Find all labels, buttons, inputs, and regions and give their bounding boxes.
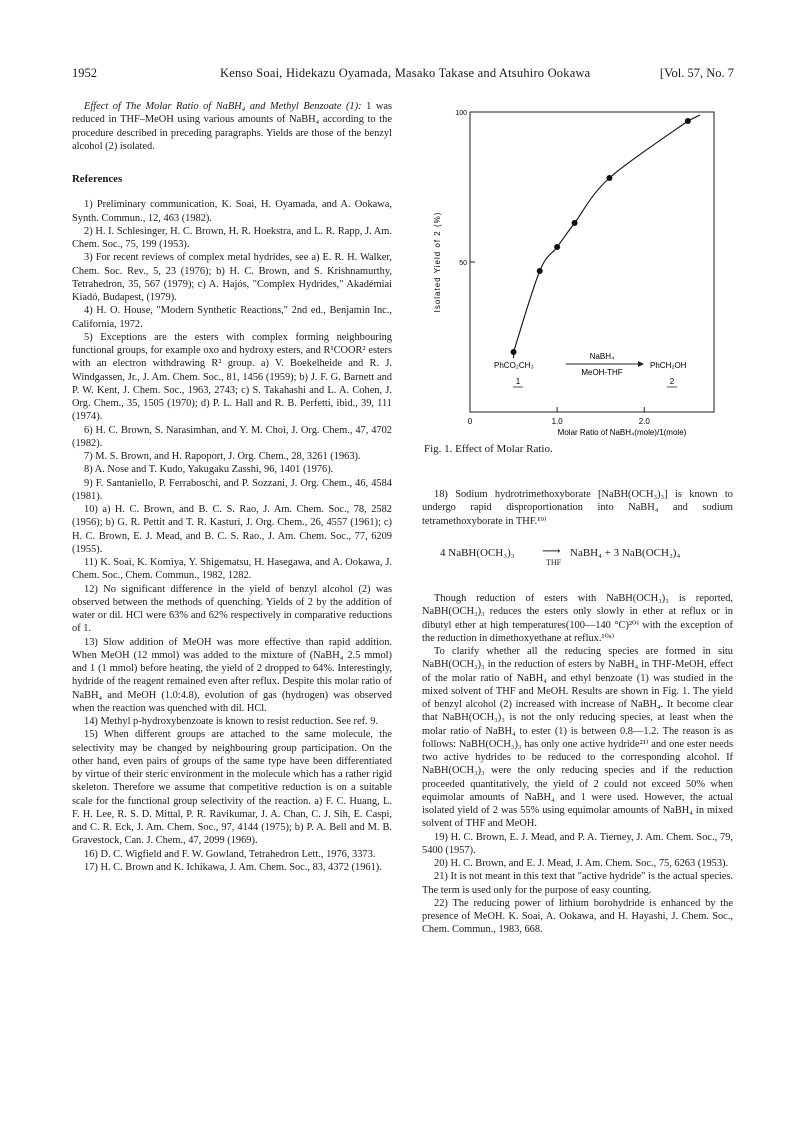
left-column [72, 100, 392, 874]
data-point [572, 220, 578, 226]
data-point [554, 244, 560, 250]
reference-item: 10) a) H. C. Brown, and B. C. S. Rao, J. Am. Chem. Soc., 78, 2582 (1956); b) G. R. Pettit and T. R. Kasturi, J. Org. Chem., 26, 4557 (1961); c) H. C. Brown, E. J. Mead, and B. C. S. Rao., J. Am. Chem. Soc., 77, 6209 (1955). [72, 504, 392, 555]
reference-item: 20) H. C. Brown, and E. J. Mead, J. Am. Chem. Soc., 75, 6263 (1953). [434, 858, 729, 869]
intro-body: 1 was reduced in THF–MeOH using various amounts of NaBH₄ according to the procedure described in preceding paragraphs. Yields are those of the benzyl alcohol (2) isolated. [72, 101, 392, 152]
x-tick-label: 1.0 [551, 417, 563, 426]
reference-item: 1) Preliminary communication, K. Soai, H. Oyamada, and A. Ookawa, Synth. Commun., 12, 463 (1982). [72, 199, 392, 224]
reference-item: 8) A. Nose and T. Kudo, Yakugaku Zasshi, 96, 1401 (1976). [84, 464, 334, 476]
data-point [606, 175, 612, 181]
data-point [685, 118, 691, 124]
scheme-product-label: 2 [669, 377, 675, 386]
intro-paragraph [72, 100, 392, 153]
disproportionation-equation [440, 545, 720, 571]
reference-item: 21) It is not meant in this text that "active hydride" is the actual species. The term is used only for the purpose of easy counting. [422, 871, 733, 896]
y-tick-label: 100 [455, 110, 467, 117]
scheme-solvent: MeOH-THF [581, 368, 623, 377]
body-paragraph: To clarify whether all the reducing species are formed in situ NaBH(OCH₃)₃ in the reduction of esters by NaBH₄ in THF-MeOH, effect of the molar ratio of NaBH₄ and ethyl benzoate (1) was studied in the mixed solvent of THF and MeOH. Results are shown in Fig. 1. The yield of benzyl alcohol (2) increased with increase of NaBH₄. It become clear that NaBH(OCH₃)₃ is not the only reducing species, at least when the molar ratio of NaBH₄ to ester (1) is between 0.8—1.2. The reason is as follows: NaBH(OCH₃)₃ has only one active hydride²¹⁾ and one ester needs two active hydrides to be reduced to the corresponding alcohol. If NaBH(OCH₃)₃ were the only reducing species and if the reduction proceeded quantitatively, the yield of 2 could not exceed 50% when equimolar amounts of NaBH₄ and 1 were used. However, the actual isolated yield of 2 was 55% using equimolar amounts of NaBH₄ in mixed solvent of THF and MeOH. [422, 646, 733, 830]
reference-item: 2) H. I. Schlesinger, H. C. Brown, H. R. Hoekstra, and L. R. Rapp, J. Am. Chem. Soc., 75, 199 (1953). [72, 225, 392, 250]
reference-item: 9) F. Santaniello, P. Ferraboschi, and P. Sozzani, J. Org. Chem., 46, 4584 (1981). [72, 477, 392, 502]
reference-item: 3) For recent reviews of complex metal hydrides, see a) E. R. H. Walker, Chem. Soc. Rev., 5, 23 (1976); b) H. C. Brown, and S. Krishnamurthy, Tetrahedron, 35, 567 (1979); c) A. Hajós, "Complex Hydrides," Akadémiai Kiadó, Budapest, (1979). [72, 252, 392, 303]
data-point [511, 349, 517, 355]
equation-condition: THF [546, 558, 562, 567]
reaction-scheme [494, 352, 687, 387]
x-tick-label: 0 [467, 417, 473, 426]
y-axis-label: Isolated Yield of 2 (%) [433, 211, 442, 313]
reference-item: 7) M. S. Brown, and H. Rapoport, J. Org. Chem., 28, 3261 (1963). [84, 451, 361, 462]
scheme-arrowhead [638, 361, 644, 367]
volume-info: [Vol. 57, No. 7 [659, 66, 734, 80]
fit-curve [514, 115, 700, 358]
body-paragraph: Though reduction of esters with NaBH(OCH₃)₃ is reported, NaBH(OCH₃)₃ reduces the esters only slowly in ether at reflux or in dibutyl ether at high temperatures(100—140 °C)²⁰⁾ with the exception of the reduction in dimethoxyethane at reflux.¹⁰ᵃ⁾ [422, 593, 733, 644]
scheme-product: PhCH₂OH [650, 361, 687, 370]
running-authors: Kenso Soai, Hidekazu Oyamada, Masako Takase and Atsuhiro Ookawa [220, 66, 591, 80]
scheme-reactant: PhCO₂CH₃ [494, 361, 534, 370]
equation-arrow: ⟶ [542, 543, 561, 558]
x-tick-label: 2.0 [638, 417, 650, 426]
reference-item: 19) H. C. Brown, E. J. Mead, and P. A. Tierney, J. Am. Chem. Soc., 79, 5400 (1957). [422, 831, 733, 856]
reference-item: 13) Slow addition of MeOH was more effective than rapid addition. When MeOH (12 mmol) was added to the mixture of (NaBH₄ 2.5 mmol) and 1 (1 mmol) before heating, the yield of 2 dropped to 64%. Interestingly, hydride of the reagent remained even after reflux. Despite this molar ratio of NaBH₄ and MeOH (1.0:4.8), evolution of gas (hydrogen) was observed when the reaction was quenched with dil. HCl. [72, 636, 392, 714]
reference-item: 15) When different groups are attached to the same molecule, the selectivity may be changed by neighbouring group participation. On the other hand, even pairs of groups of the same type have been differentiated by virtue of their steric environment in the molecule which has a rather rigid skeleton. Therefore we assume that competitive reduction is on a suitable scale for the functional group selectivity of the reaction. a) F. C. Huang, L. F. H. Lee, R. S. D. Mittal, P. R. Ravikumar, J. A. Chan, C. J. Sih, E. Caspi, and C. R. Eck, J. Am. Chem. Soc., 97, 4144 (1975); b) P. A. Bell and M. B. Gravestock, Can. J. Chem., 47, 2099 (1969). [72, 729, 392, 847]
data-point [537, 268, 543, 274]
page-number: 1952 [72, 66, 97, 80]
reference-item: 22) The reducing power of lithium borohydride is enhanced by the presence of MeOH. K. Soai, A. Ookawa, and H. Hayashi, J. Chem. Soc., Chem. Commun., 1983, 668. [422, 897, 733, 936]
reference-item: 18) Sodium hydrotrimethoxyborate [NaBH(OCH₃)₃] is known to undergo rapid disproportionation into NaBH₄ and sodium tetramethoxyborate in THF.¹⁹⁾ [422, 489, 733, 527]
right-column-body [422, 592, 733, 937]
reference-item: 14) Methyl p-hydroxybenzoate is known to resist reduction. See ref. 9. [84, 716, 379, 727]
reference-list-left [72, 198, 392, 874]
reference-item: 16) D. C. Wigfield and F. W. Gowland, Tetrahedron Lett., 1976, 3373. [84, 848, 376, 860]
reference-item: 11) K. Soai, K. Komiya, Y. Shigematsu, H. Hasegawa, and A. Ookawa, J. Chem. Soc., Chem. Commun., 1982, 1282. [72, 557, 392, 582]
equation-lhs: 4 NaBH(OCH₃)₃ [440, 547, 515, 559]
right-column [422, 488, 733, 528]
references-heading: References [72, 173, 123, 185]
y-tick-label: 50 [459, 260, 467, 267]
scheme-reactant-label: 1 [515, 377, 521, 386]
yield-chart [422, 100, 733, 440]
scheme-reagent: NaBH₄ [589, 352, 615, 361]
reference-item: 17) H. C. Brown and K. Ichikawa, J. Am. Chem. Soc., 83, 4372 (1961). [84, 861, 382, 873]
reference-item: 6) H. C. Brown, S. Narasimhan, and Y. M. Choi, J. Org. Chem., 47, 4702 (1982). [72, 424, 392, 449]
figure-caption: Fig. 1. Effect of Molar Ratio. [424, 443, 553, 455]
equation-rhs: NaBH₄ + 3 NaB(OCH₃)₄ [570, 547, 681, 559]
intro-heading: Effect of The Molar Ratio of NaBH₄ and Methyl Benzoate (1): [84, 101, 362, 112]
x-axis-label: Molar Ratio of NaBH₄(mole)/1(mole) [557, 428, 687, 437]
reference-item: 12) No significant difference in the yield of benzyl alcohol (2) was observed between the methods of quenching. Yields of 2 by the addition of water or dil. HCl were 63% and 62% respectively in comparative reductions of 1. [72, 583, 392, 635]
reference-item: 5) Exceptions are the esters with complex forming neighbouring functional groups, for example oxo and hydroxy esters, and R¹COOR² esters with an electron withdrawing R² group. a) V. Boekelheide and R. J. Windgassen, Jr., J. Am. Chem. Soc., 81, 1456 (1959); b) J. F. G. Barnett and P. W. Kent, J. Chem. Soc., 1963, 2743; c) S. Takahashi and L. A. Cohen, J. Org. Chem., 35, 1505 (1970); d) P. L. Hall and R. B. Perfetti, ibid., 39, 111 (1974). [72, 331, 392, 423]
figure-1 [422, 100, 733, 460]
reference-item: 4) H. O. House, "Modern Synthetic Reactions," 2nd ed., Benjamin Inc., California, 1972. [72, 305, 392, 330]
page-header [72, 66, 734, 84]
